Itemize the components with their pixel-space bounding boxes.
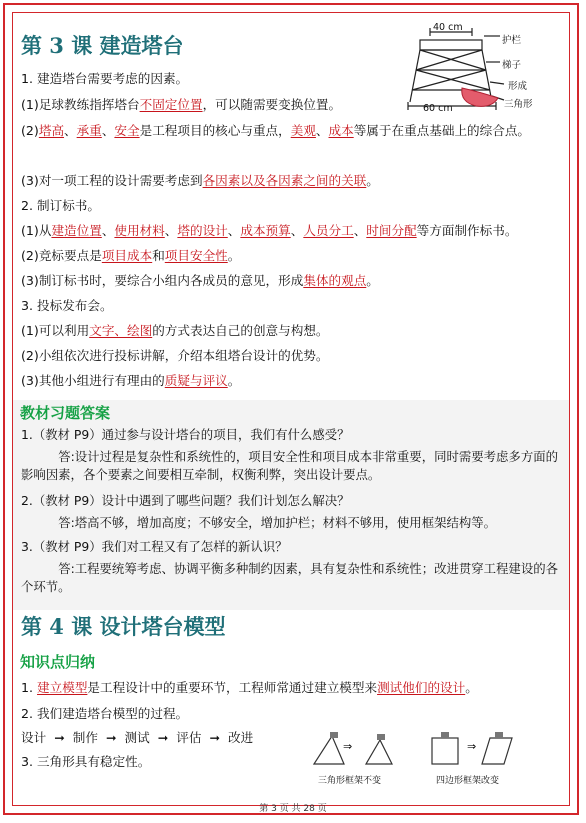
- fig-label-ladder: 梯子: [502, 60, 522, 71]
- fig-bottom-width: 60 cm: [423, 103, 453, 114]
- qa-3-answer: 答:工程要统筹考虑、协调平衡多种制约因素，具有复杂性和系统性；改进贯穿工程建设的各个环节。: [21, 561, 558, 594]
- l4-item-3: 3. 三角形具有稳定性。: [21, 754, 151, 769]
- fig-label-triangle-a: 形成: [508, 81, 528, 92]
- l3-item-2-1: (1)从建造位置、使用材料、塔的设计、成本预算、人员分工、时间分配等方面制作标书。: [21, 223, 518, 238]
- process-step: 评估: [176, 730, 202, 745]
- l4-item-1: 1. 建立模型是工程设计中的重要环节，工程师常通过建立模型来测试他们的设计。: [21, 680, 478, 695]
- fig-top-width: 40 cm: [433, 22, 463, 33]
- l3-item-1-3: (3)对一项工程的设计需要考虑到各因素以及各因素之间的关联。: [21, 173, 379, 188]
- l3-heading-1: 1. 建造塔台需要考虑的因素。: [21, 71, 189, 86]
- arrow-icon: ➞: [54, 730, 65, 745]
- l3-heading-2: 2. 制订标书。: [21, 198, 100, 213]
- fig-label-triangle-b: 三角形: [504, 99, 533, 110]
- qa-1-question: 1.（教材 P9）通过参与设计塔台的项目，我们有什么感受？: [21, 427, 350, 442]
- l3-item-3-1: (1)可以利用文字、绘图的方式表达自己的创意与构想。: [21, 323, 329, 338]
- process-step: 制作: [72, 730, 98, 745]
- arrow-icon: ⇒: [343, 740, 353, 753]
- fig-label-rail: 护栏: [502, 35, 522, 46]
- process-step: 设计: [21, 730, 47, 745]
- l3-item-3-3: (3)其他小组进行有理由的质疑与评议。: [21, 373, 241, 388]
- arrow-icon: ➞: [105, 730, 117, 745]
- l3-item-1-2: (2)塔高、承重、安全是工程项目的核心与重点，美观、成本等属于在重点基础上的综合点。: [21, 123, 530, 138]
- qa-3-question: 3.（教材 P9）我们对工程又有了怎样的新认识？: [21, 539, 288, 554]
- knowledge-heading: 知识点归纳: [20, 653, 96, 671]
- arrow-icon: ➞: [209, 730, 220, 745]
- qa-2-question: 2.（教材 P9）设计中遇到了哪些问题？我们计划怎么解决？: [21, 493, 350, 508]
- process-flow: [21, 729, 253, 747]
- arrow-icon: ⇒: [467, 740, 477, 753]
- page-number: 第 3 页 共 28 页: [259, 804, 327, 814]
- quadrilateral-caption: 四边形框架改变: [436, 776, 500, 786]
- qa-1-answer: 答:设计过程是复杂性和系统性的，项目安全性和项目成本非常重要，同时需要考虑多方面的影响因素，各个要素之间要相互牵制，权衡利弊，突出设计要点。: [21, 449, 558, 482]
- triangle-caption: 三角形框架不变: [318, 776, 382, 786]
- l3-item-1-1: (1)足球教练指挥塔台不固定位置，可以随需要变换位置。: [21, 97, 342, 112]
- l3-item-2-3: (3)制订标书时，要综合小组内各成员的意见，形成集体的观点。: [21, 273, 379, 288]
- l3-item-2-2: (2)竞标要点是项目成本和项目安全性。: [21, 248, 241, 263]
- arrow-icon: ➞: [157, 730, 169, 745]
- l3-heading-3: 3. 投标发布会。: [21, 298, 113, 313]
- l4-item-2: 2. 我们建造塔台模型的过程。: [21, 706, 189, 721]
- tower-figure: [400, 22, 570, 114]
- process-step: 改进: [228, 730, 254, 745]
- process-step: 测试: [124, 730, 150, 745]
- lesson4-title: 第 4 课 设计塔台模型: [21, 614, 226, 639]
- answers-heading: 教材习题答案: [20, 404, 111, 422]
- l3-item-3-2: (2)小组依次进行投标讲解，介绍本组塔台设计的优势。: [21, 348, 329, 363]
- lesson3-title: 第 3 课 建造塔台: [21, 33, 184, 58]
- triangle-figure: [310, 728, 396, 772]
- qa-2-answer: 答:塔高不够，增加高度；不够安全，增加护栏；材料不够用，使用框架结构等。: [58, 515, 497, 530]
